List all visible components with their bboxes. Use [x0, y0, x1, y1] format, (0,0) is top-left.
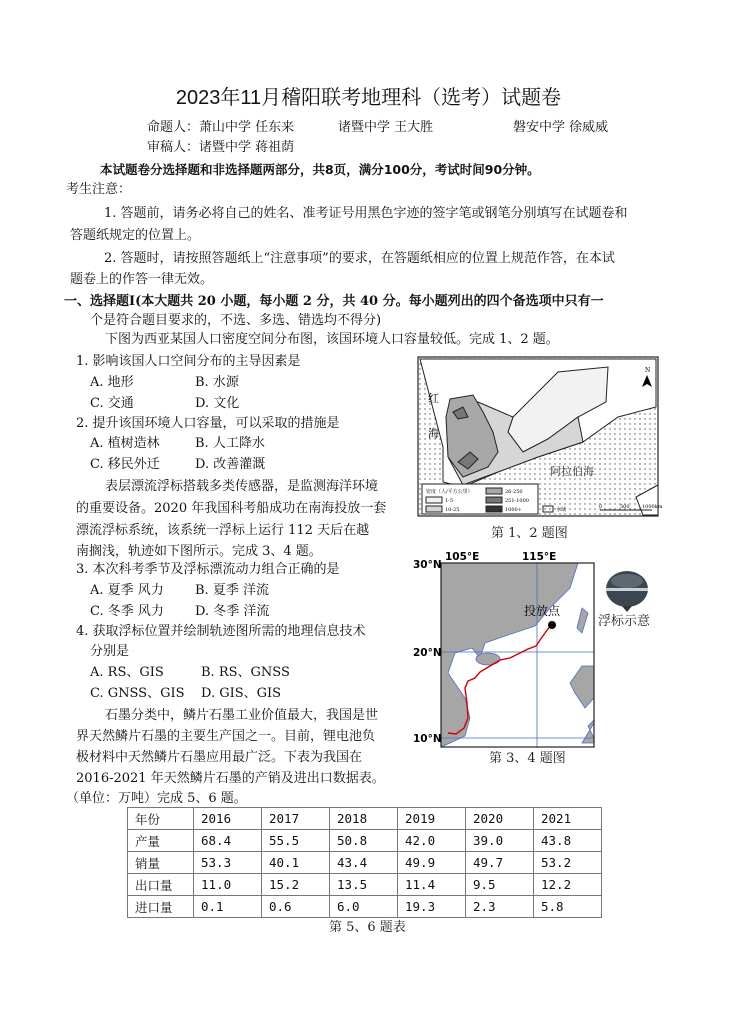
table-cell: 0.6	[262, 896, 330, 918]
para56-line: 2016-2021 年天然鳞片石墨的产销及进出口数据表。	[76, 771, 385, 786]
table-cell: 53.2	[534, 852, 602, 874]
table-cell: 43.8	[534, 830, 602, 852]
para34-line: 漂流浮标系统，该系统一浮标上运行 112 天后在越	[76, 523, 370, 538]
section-heading-2: 个是符合题目要求的，不选、多选、错选均不得分)	[90, 313, 382, 328]
lat-label: 20°N	[413, 647, 442, 659]
legend-item: 1000+	[505, 507, 522, 513]
notice-heading: 考生注意：	[66, 182, 132, 197]
lat-label: 30°N	[413, 559, 442, 571]
question-4-cont: 分别是	[90, 644, 130, 659]
table-cell: 2.3	[466, 896, 534, 918]
legend-item: 水域	[556, 507, 567, 513]
question-2: 2. 提升该国环境人口容量，可以采取的措施是	[76, 416, 340, 431]
table-cell: 68.4	[194, 830, 262, 852]
lon-label: 105°E	[445, 551, 480, 563]
q3-option-a[interactable]: A. 夏季 风力	[90, 583, 164, 598]
author-1: 命题人：萧山中学 任东来	[147, 120, 295, 135]
hainan-island	[476, 653, 500, 665]
legend-item: 26-250	[505, 489, 523, 495]
lat-label: 10°N	[413, 733, 442, 745]
legend-item: 1-5	[445, 498, 454, 504]
graphite-data-table	[127, 807, 602, 918]
reviewer: 审稿人：诸暨中学 蒋祖荫	[147, 140, 295, 155]
q1-option-a[interactable]: A. 地形	[90, 375, 134, 390]
table-cell: 43.4	[330, 852, 398, 874]
table-cell: 13.5	[330, 874, 398, 896]
buoy-track-map	[410, 548, 600, 748]
map1-caption: 第 1、2 题图	[491, 526, 568, 541]
question-4: 4. 获取浮标位置并绘制轨迹图所需的地理信息技术	[76, 624, 366, 639]
population-density-map	[418, 357, 663, 516]
q2-option-a[interactable]: A. 植树造林	[90, 436, 160, 451]
release-point-marker	[548, 621, 556, 629]
table-row	[128, 874, 602, 896]
exam-summary: 本试题卷分选择题和非选择题两部分，共8页，满分100分，考试时间90分钟。	[100, 162, 540, 177]
table-cell: 进口量	[128, 896, 194, 918]
buoy-icon	[604, 569, 650, 613]
author-2: 诸暨中学 王大胜	[338, 120, 434, 135]
buoy-caption: 浮标示意	[598, 614, 651, 629]
table-header-cell: 年份	[128, 808, 194, 830]
q4-option-d[interactable]: D. GIS、GIS	[201, 686, 282, 701]
table-cell: 产量	[128, 830, 194, 852]
q3-option-d[interactable]: D. 冬季 洋流	[195, 604, 270, 619]
table-row	[128, 896, 602, 918]
legend-title: 密度（人/平方公里）	[426, 489, 473, 495]
release-point-label: 投放点	[524, 604, 561, 618]
table-cell: 出口量	[128, 874, 194, 896]
author-3: 磐安中学 徐威威	[513, 120, 609, 135]
scale-label: 0	[599, 504, 603, 510]
q1-option-c[interactable]: C. 交通	[90, 396, 134, 411]
q2-option-b[interactable]: B. 人工降水	[195, 436, 265, 451]
table-row	[128, 830, 602, 852]
section-heading: 一、选择题Ⅰ(本大题共 20 小题，每小题 2 分，共 40 分。每小题列出的四个备选项中只有一	[64, 294, 604, 309]
table-header-cell: 2017	[262, 808, 330, 830]
table-cell: 11.4	[398, 874, 466, 896]
table-cell: 49.7	[466, 852, 534, 874]
intro-q1-2: 下图为西亚某国人口密度空间分布图，该国环境人口容量较低。完成 1、2 题。	[105, 332, 559, 347]
q2-option-c[interactable]: C. 移民外迁	[90, 457, 160, 472]
scale-label: 1000km	[642, 504, 663, 510]
page-title: 2023年11月稽阳联考地理科（选考）试题卷	[175, 87, 562, 109]
notice-2b: 题卷上的作答一律无效。	[70, 272, 214, 287]
red-sea-label-1: 红	[428, 392, 439, 405]
table-header-cell: 2020	[466, 808, 534, 830]
table-cell: 5.8	[534, 896, 602, 918]
q1-option-b[interactable]: B. 水源	[195, 375, 239, 390]
notice-1a: 1. 答题前，请务必将自己的姓名、准考证号用黑色字迹的签字笔或钢笔分别填写在试题卷和	[104, 206, 628, 221]
table-cell: 11.0	[194, 874, 262, 896]
table-header-cell: 2016	[194, 808, 262, 830]
para56-line: 石墨分类中，鳞片石墨工业价值最大，我国是世	[105, 708, 379, 723]
question-1: 1. 影响该国人口空间分布的主导因素是	[76, 354, 301, 369]
map2-caption: 第 3、4 题图	[489, 751, 566, 766]
para34-line: 南搁浅，轨迹如下图所示。完成 3、4 题。	[76, 544, 322, 559]
table-cell: 0.1	[194, 896, 262, 918]
north-label: N	[645, 367, 651, 374]
table-header-cell: 2021	[534, 808, 602, 830]
red-sea-label-2: 海	[428, 427, 439, 440]
table-row	[128, 852, 602, 874]
table-cell: 9.5	[466, 874, 534, 896]
para56-line: 极材料中天然鳞片石墨应用最广泛。下表为我国在	[76, 750, 363, 765]
lon-label: 115°E	[522, 551, 557, 563]
q1-option-d[interactable]: D. 文化	[195, 396, 240, 411]
question-3: 3. 本次科考季节及浮标漂流动力组合正确的是	[76, 562, 340, 577]
scale-label: 500	[620, 504, 630, 510]
table-cell: 49.9	[398, 852, 466, 874]
table-cell: 12.2	[534, 874, 602, 896]
table-cell: 55.5	[262, 830, 330, 852]
table-header-cell: 2018	[330, 808, 398, 830]
para34-line: 的重要设备。2020 年我国科考船成功在南海投放一套	[76, 501, 387, 516]
legend-item: 251-1000	[505, 498, 529, 504]
notice-2a: 2. 答题时，请按照答题纸上“注意事项”的要求，在答题纸相应的位置上规范作答，在本试	[104, 251, 615, 266]
para56-line: 界天然鳞片石墨的主要生产国之一。目前，锂电池负	[76, 729, 376, 744]
table-cell: 15.2	[262, 874, 330, 896]
table-cell: 40.1	[262, 852, 330, 874]
q2-option-d[interactable]: D. 改善灌溉	[195, 457, 266, 472]
table-cell: 销量	[128, 852, 194, 874]
table-cell: 53.3	[194, 852, 262, 874]
table-cell: 39.0	[466, 830, 534, 852]
table-caption: 第 5、6 题表	[329, 920, 406, 935]
table-cell: 19.3	[398, 896, 466, 918]
q4-option-c[interactable]: C. GNSS、GIS	[90, 686, 185, 701]
table-header-row	[128, 808, 602, 830]
arabian-sea-label: 阿拉伯海	[550, 465, 594, 478]
table-cell: 6.0	[330, 896, 398, 918]
q3-option-c[interactable]: C. 冬季 风力	[90, 604, 164, 619]
table-cell: 50.8	[330, 830, 398, 852]
table-header-cell: 2019	[398, 808, 466, 830]
q3-option-b[interactable]: B. 夏季 洋流	[195, 583, 269, 598]
q4-option-b[interactable]: B. RS、GNSS	[201, 665, 290, 680]
notice-1b: 答题纸规定的位置上。	[70, 228, 201, 243]
table-cell: 42.0	[398, 830, 466, 852]
q4-option-a[interactable]: A. RS、GIS	[90, 665, 164, 680]
para56-line: （单位：万吨）完成 5、6 题。	[66, 791, 247, 806]
para34-line: 表层漂流浮标搭载多类传感器，是监测海洋环境	[105, 479, 379, 494]
legend-item: 10-25	[445, 507, 460, 513]
